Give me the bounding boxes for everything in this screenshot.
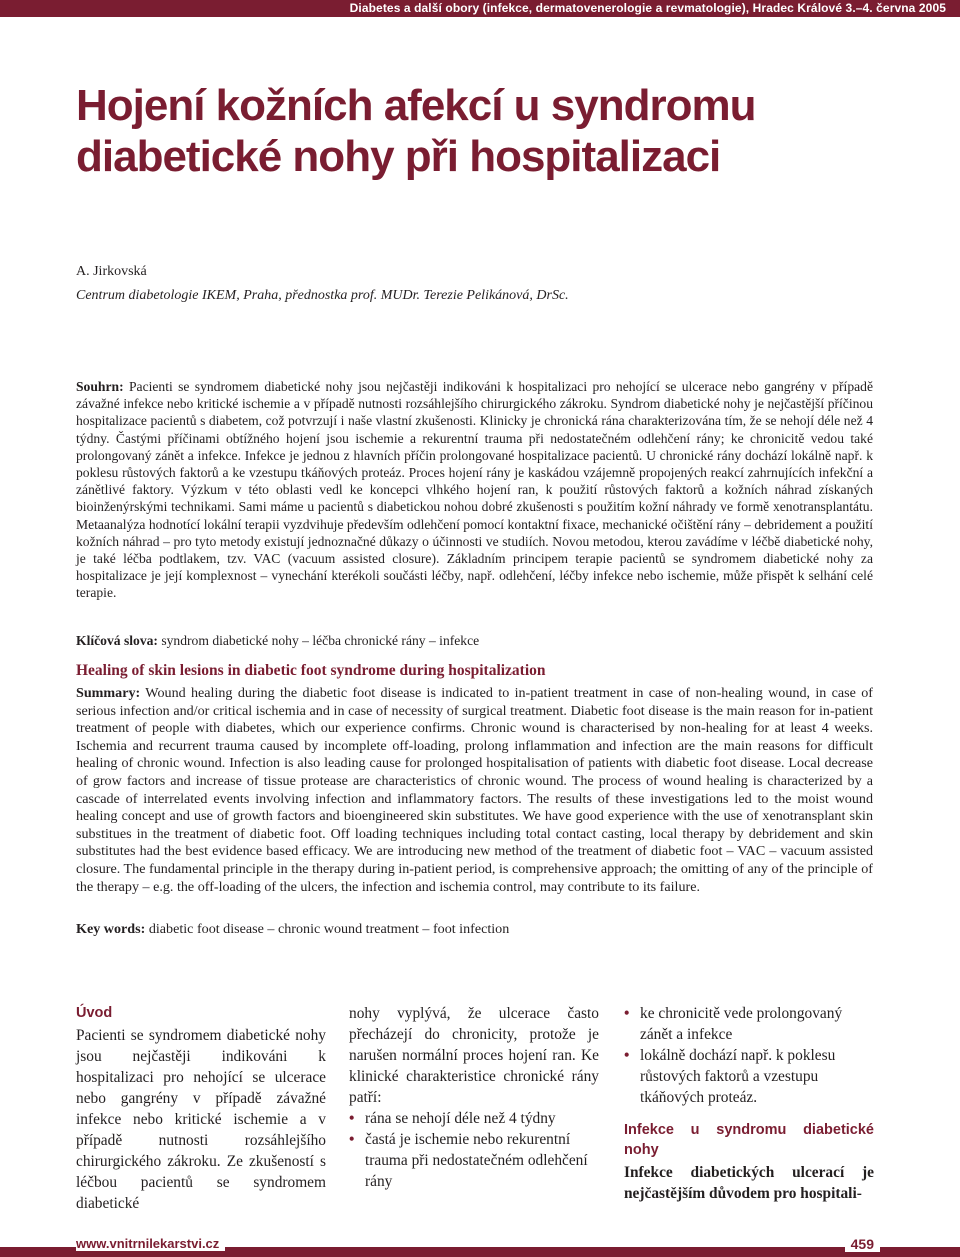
infekce-heading: Infekce u syndromu diabetické nohy: [624, 1122, 874, 1158]
keywords-en-label: Key words:: [76, 921, 146, 937]
keywords-cz-text: syndrom diabetické nohy – léčba chronické rány – infekce: [161, 633, 480, 648]
list-item: • lokálně dochází např. k poklesu růstových faktorů a vzestupu tkáňových proteáz.: [624, 1047, 836, 1106]
article-title: Hojení kožních afekcí u syndromu diabetické nohy při hospitalizaci: [76, 81, 756, 181]
summary-cz-label: Souhrn:: [76, 379, 124, 394]
bullet-icon: •: [624, 1005, 630, 1022]
column-3: [624, 1003, 874, 1204]
affiliation: Centrum diabetologie IKEM, Praha, přednostka prof. MUDr. Terezie Pelikánová, DrSc.: [76, 288, 569, 303]
keywords-cz: [76, 632, 873, 649]
list-item: • častá je ischemie nebo rekurentní trauma při nedostatečném odlehčení rány: [349, 1131, 588, 1190]
footer-url[interactable]: www.vnitrnilekarstvi.cz: [76, 1236, 225, 1251]
column-2: [349, 1003, 599, 1192]
summary-en-text: Wound healing during the diabetic foot disease is indicated to in-patient treatment in case of non-healing wound, in case of serious infection and/or critical ischemia and in case of necessity of surgical treatment. Diabetic foot disease is the main reason for in-patient treatment of people with diabetes, which our experience confirms. Chronic wound is characterised by non-healing for at least 4 weeks. Ischemia and recurrent trauma caused by incomplete off-loading, prolong inflammation and infection are the main reasons for difficult healing of chronic wound. Infection is also leading cause for prolonged hospitalisation of patients with diabetic foot disease. Local decrease of grow factors and increase of tissue protease are characteristics of chronic wound. The process of wound healing is characterized by a cascade of interrelated events involving infection and inflammatory factors. The results of these investigations led to the moist wound healing concept and use of growth factors and bioengineered skin substitutes. We have good experience with the use of xenotransplant skin substitues in the treatment of diabetic foot. Off loading techniques including total contact casting, local therapy by debridement and skin substitutes had the best evidence based efficacy. We are introducing new method of the treatment of diabetic foot – VAC – vacuum assisted closure. The fundamental principle in the therapy during in-patient period, is comprehensive approach; the omitting of any of the principle of the therapy – e.g. the off-loading of the ulcers, the infection and ischemia control, may contribute to its failure.: [76, 685, 873, 895]
bullet-icon: •: [349, 1131, 355, 1148]
running-head-bar: [0, 0, 960, 17]
summary-cz-text: Pacienti se syndromem diabetické nohy jsou nejčastěji indikováni k hospitalizaci pro nehojící se ulcerace nebo gangrény v případě závažné infekce nebo kritické ischemie a v případě nutnosti rozsáhlejšího chirurgického zákroku. Syndrom diabetické nohy je nejčastější příčinou hospitalizace pacientů s diabetem, což potvrzují i naše vlastní zkušenosti. Klinicky je chronická rána charakterizována tím, že se nehojí déle než 4 týdny. Častými příčinami obtížného hojení jsou ischemie a rekurentní trauma při nedostatečném odlehčení rány; ke chronicitě vedou také prolongovaný zánět a infekce. Infekce je jednou z hlavních příčin prolongované hospitalizace pacientů. U chronické rány dochází lokálně např. k poklesu růstových faktorů a ke vzestupu tkáňových proteáz. Proces hojení rány je kaskádou vzájemně propojených reakcí zahrnujících infekční a zánětlivé faktory. Výzkum v této oblasti vedl ke koncepci vlhkého hojení ran, k použití růstových faktorů a kožních náhrad získaných bioinženýrskými technikami. Sami máme u pacientů s diabetickou nohou dobré zkušenosti s použitím kožní náhrady ve formě xenotransplantátu. Metaanalýza hodnotící lokální terapii vyzdvihuje především odlehčení pomocí kontaktní fixace, mechanické očištění rány – debridement a použití kožních náhrad – pro tyto metody existují jednoznačné důkazy o účinnosti ve studiích. Novou metodou, kterou zavádíme v léčbě diabetické nohy, je také léčba podtlakem, tzv. VAC (vacuum assisted closure). Základním principem terapie pacientů se syndromem diabetické nohy za hospitalizace je její komplexnost – vynechání kterékoli součásti léčby, např. odlehčení, léčby infekce nebo ischemie, může přispět k selhání celé terapie.: [76, 379, 873, 601]
keywords-en-text: diabetic foot disease – chronic wound treatment – foot infection: [148, 921, 510, 937]
running-head: Diabetes a další obory (infekce, dermatovenerologie a revmatologie), Hradec Králové 3.–4. června 2005: [349, 1, 946, 15]
summary-en: [76, 685, 873, 896]
chronic-wound-list-cont: [624, 1003, 874, 1108]
bullet-icon: •: [349, 1110, 355, 1127]
column-1: [76, 1003, 326, 1214]
list-item: • rána se nehojí déle než 4 týdny: [349, 1110, 556, 1127]
summary-cz: [76, 378, 873, 602]
uvod-heading: Úvod: [76, 1005, 113, 1021]
summary-en-label: Summary:: [76, 685, 141, 701]
infekce-text: Infekce diabetických ulcerací je nejčastějším důvodem pro hospitali-: [624, 1164, 874, 1202]
english-title: Healing of skin lesions in diabetic foot syndrome during hospitalization: [76, 662, 546, 679]
page-number: 459: [845, 1236, 880, 1252]
keywords-en: [76, 921, 873, 938]
list-item: • ke chronicitě vede prolongovaný zánět a infekce: [624, 1005, 843, 1043]
column-2-text: nohy vyplývá, že ulcerace často přecházejí do chronicity, protože je narušen normální proces hojení ran. Ke klinické charakteristice chronické rány patří:: [349, 1005, 599, 1106]
author: A. Jirkovská: [76, 264, 147, 279]
keywords-cz-label: Klíčová slova:: [76, 633, 158, 648]
uvod-text: Pacienti se syndromem diabetické nohy jsou nejčastěji indikováni k hospitalizaci pro nehojící se ulcerace nebo gangrény v případě závažné infekce nebo kritické ischemie a v případě nutnosti rozsáhlejšího chirurgického zákroku. Ze zkušeností s léčbou pacientů se syndromem diabetické: [76, 1027, 326, 1212]
bullet-icon: •: [624, 1047, 630, 1064]
chronic-wound-list: [349, 1108, 599, 1192]
